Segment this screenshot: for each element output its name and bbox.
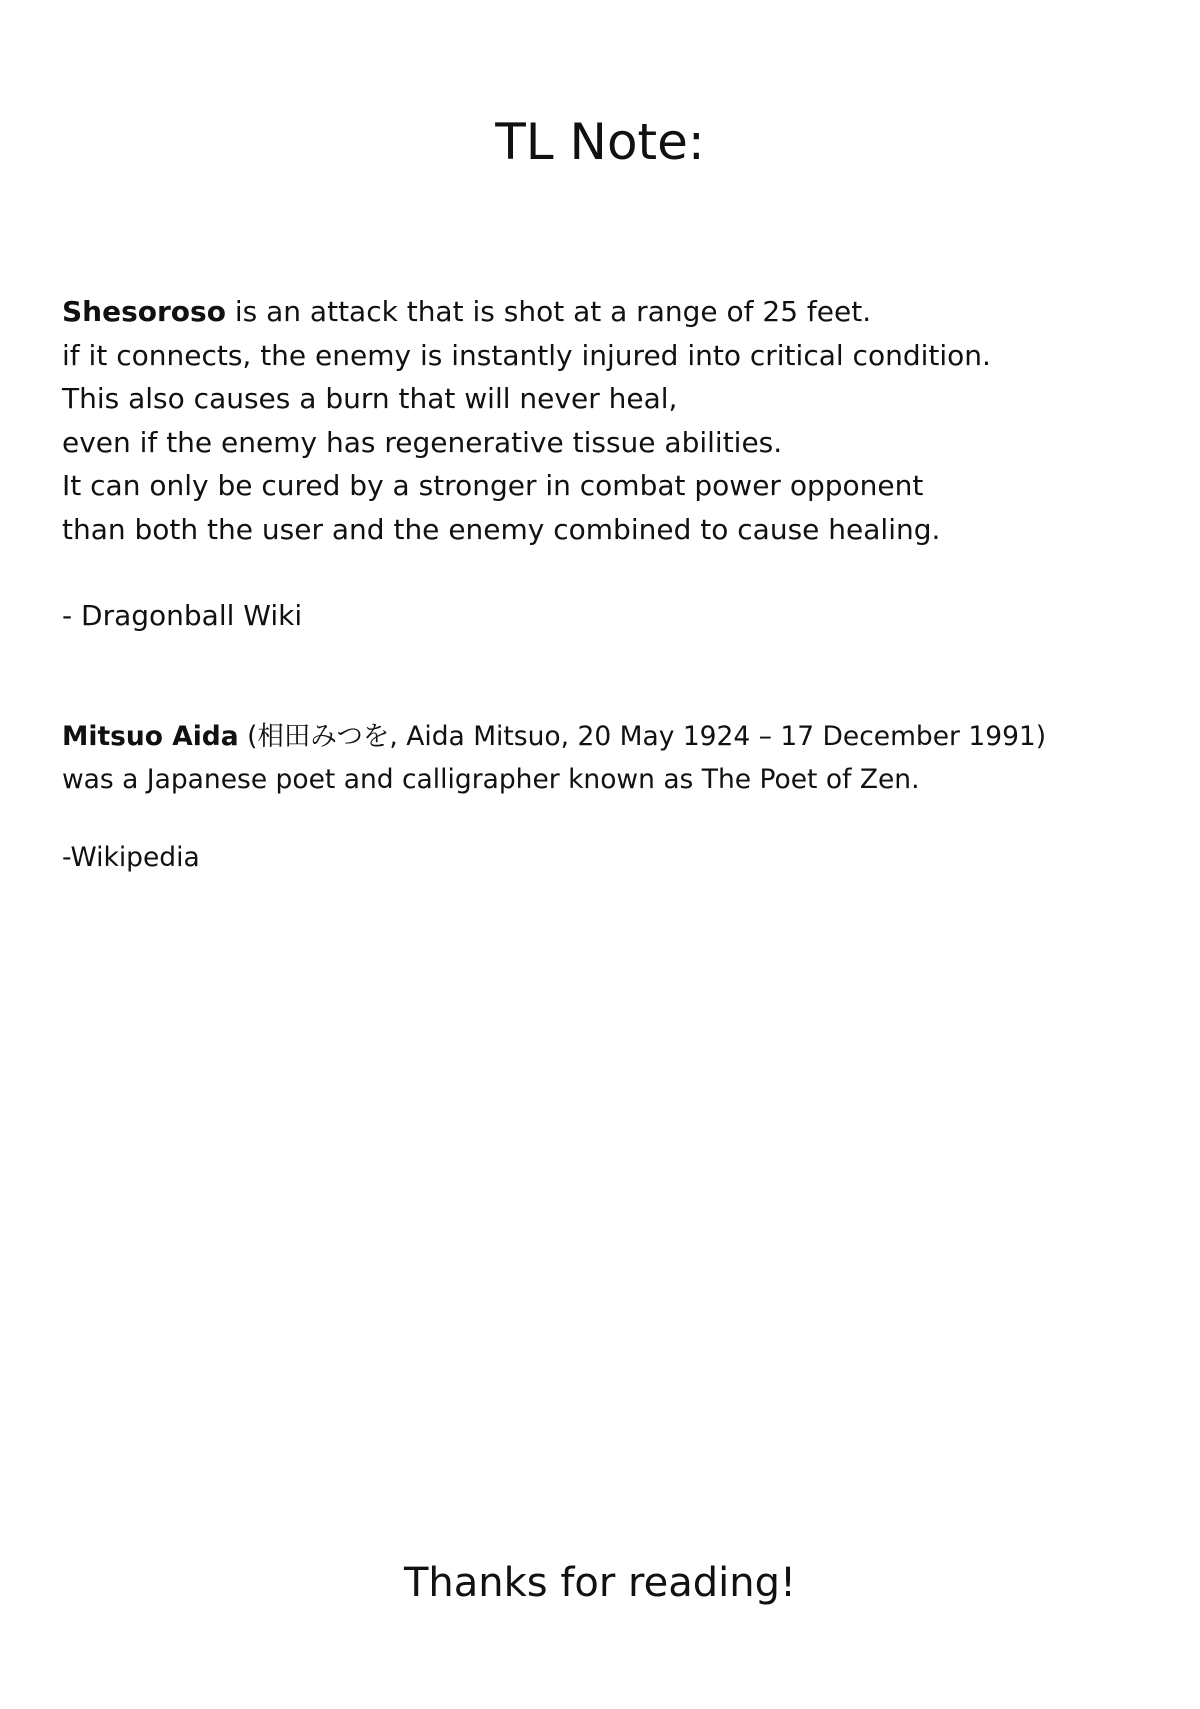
note-line [62, 290, 1162, 334]
note-term: Shesoroso [62, 295, 226, 328]
note-source: - Dragonball Wiki [62, 599, 303, 632]
note-line: This also causes a burn that will never heal, [62, 382, 678, 416]
note-line-text: (相田みつを, Aida Mitsuo, 20 May 1924 – 17 December 1991) [238, 721, 1047, 752]
shesoroso-note [62, 290, 1162, 552]
note-line [62, 716, 1162, 759]
note-line: was a Japanese poet and calligrapher known as The Poet of Zen. [62, 763, 920, 795]
note-line: than both the user and the enemy combined to cause healing. [62, 512, 941, 546]
closing-message: Thanks for reading! [403, 1560, 797, 1606]
note-source: -Wikipedia [62, 842, 200, 873]
mitsuo-aida-note [62, 716, 1162, 801]
note-term: Mitsuo Aida [62, 721, 239, 752]
note-line: if it connects, the enemy is instantly injured into critical condition. [62, 338, 991, 372]
page-title: TL Note: [495, 113, 705, 171]
note-line-text: is an attack that is shot at a range of 25 feet. [225, 295, 872, 328]
note-line: even if the enemy has regenerative tissue abilities. [62, 425, 783, 459]
note-line: It can only be cured by a stronger in combat power opponent [62, 469, 924, 503]
